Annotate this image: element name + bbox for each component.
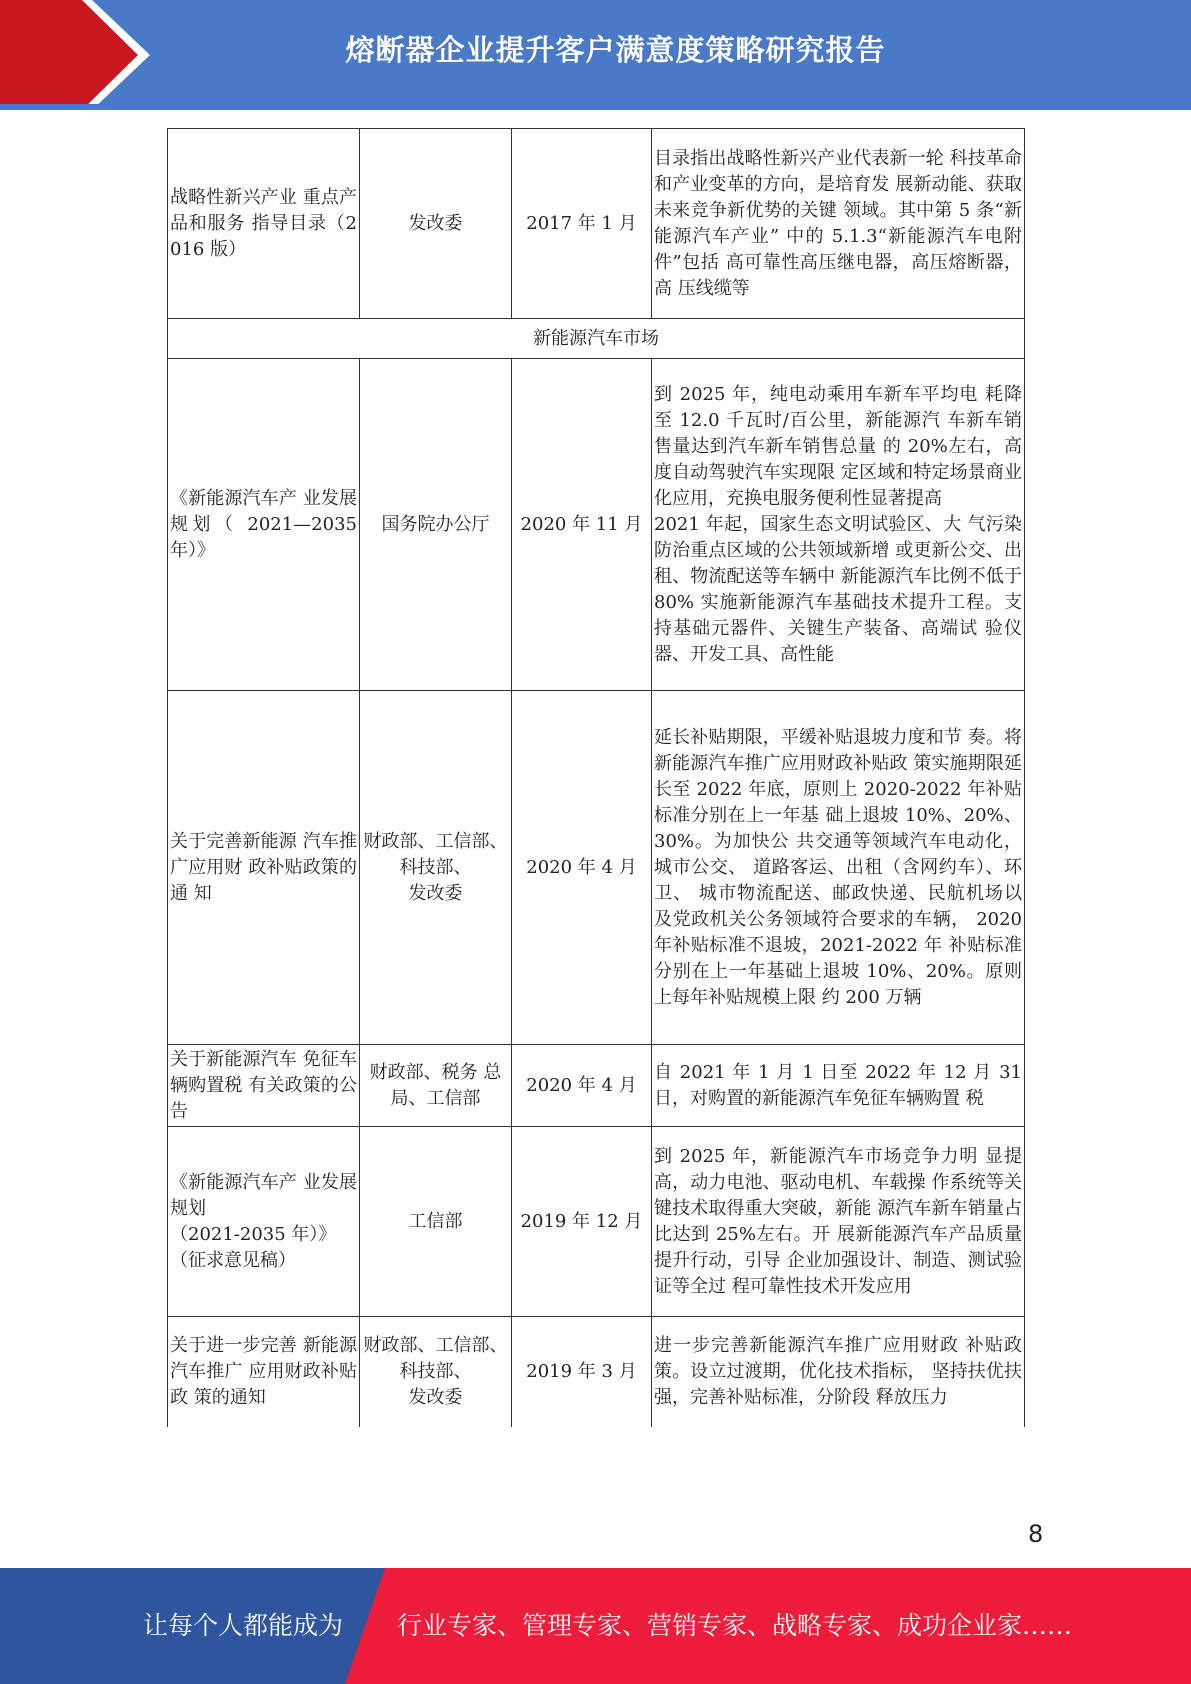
policy-description-cell: 自 2021 年 1 月 1 日至 2022 年 12 月 31 日，对购置的新能源汽车免征车辆购置 税 xyxy=(652,1045,1025,1127)
footer-slogan-right: 行业专家、管理专家、营销专家、战略专家、成功企业家…… xyxy=(397,1611,1073,1640)
policy-department-cell: 财政部、工信部、科技部、 发改委 xyxy=(360,691,512,1045)
policy-name-cell: 战略性新兴产业 重点产品和服务 指导目录（2016 版） xyxy=(168,129,360,319)
table-row xyxy=(168,129,1025,319)
policy-department-cell: 财政部、税务 总局、工信部 xyxy=(360,1045,512,1127)
policy-name-cell: 关于完善新能源 汽车推广应用财 政补贴政策的通 知 xyxy=(168,691,360,1045)
document-title: 熔断器企业提升客户满意度策略研究报告 xyxy=(345,33,886,67)
policy-date-cell: 2020 年 4 月 xyxy=(512,691,652,1045)
table-row xyxy=(168,691,1025,1045)
table-row xyxy=(168,359,1025,691)
table-row xyxy=(168,1317,1025,1427)
policy-department-cell: 财政部、工信部、科技部、 发改委 xyxy=(360,1317,512,1427)
policy-name-cell: 《新能源汽车产 业发展规划（ 2021—2035 年）》 xyxy=(168,359,360,691)
table-row xyxy=(168,1127,1025,1317)
page-header xyxy=(0,0,1191,110)
policy-date-cell: 2017 年 1 月 xyxy=(512,129,652,319)
policy-table xyxy=(167,128,1025,1427)
policy-department-cell: 国务院办公厅 xyxy=(360,359,512,691)
footer-slogan-left: 让每个人都能成为 xyxy=(143,1611,344,1640)
page-footer xyxy=(0,1568,1191,1684)
section-title-cell: 新能源汽车市场 xyxy=(168,319,1025,359)
policy-date-cell: 2020 年 11 月 xyxy=(512,359,652,691)
policy-description-cell: 到 2025 年，新能源汽车市场竞争力明 显提高，动力电池、驱动电机、车载操 作系统等关键技术取得重大突破，新能 源汽车新车销量占比达到 25%左右。开 展新能源汽车产品质量提升行动，引导 企业加强设计、制造、测试验证等全过 程可靠性技术开发应用 xyxy=(652,1127,1025,1317)
policy-date-cell: 2020 年 4 月 xyxy=(512,1045,652,1127)
policy-name-cell: 关于新能源汽车 免征车辆购置税 有关政策的公告 xyxy=(168,1045,360,1127)
policy-name-cell: 《新能源汽车产 业发展规划 （2021-2035 年）》 （征求意见稿） xyxy=(168,1127,360,1317)
policy-department-cell: 发改委 xyxy=(360,129,512,319)
table-row xyxy=(168,1045,1025,1127)
policy-name-cell: 关于进一步完善 新能源汽车推广 应用财政补贴政 策的通知 xyxy=(168,1317,360,1427)
page-number: 8 xyxy=(1028,1520,1044,1548)
policy-date-cell: 2019 年 3 月 xyxy=(512,1317,652,1427)
policy-description-cell: 延长补贴期限，平缓补贴退坡力度和节 奏。将新能源汽车推广应用财政补贴政 策实施期限延长至 2022 年底，原则上 2020-2022 年补贴标准分别在上一年基 础上退坡 10%、20%、30%。为加快公 共交通等领域汽车电动化，城市公交、 道路客运、出租（含网约车）、环卫、 城市物流配送、邮政快递、民航机场以 及党政机关公务领域符合要求的车辆， 2020 年补贴标准不退坡，2021-2022 年 补贴标准分别在上一年基础上退坡 10%、20%。原则上每年补贴规模上限 约 200 万辆 xyxy=(652,691,1025,1045)
policy-description-cell: 进一步完善新能源汽车推广应用财政 补贴政策。设立过渡期，优化技术指标， 坚持扶优扶强，完善补贴标准，分阶段 释放压力 xyxy=(652,1317,1025,1427)
section-row xyxy=(168,319,1025,359)
policy-description-cell: 到 2025 年，纯电动乘用车新车平均电 耗降至 12.0 千瓦时/百公里，新能源汽 车新车销售量达到汽车新车销售总量 的 20%左右，高度自动驾驶汽车实现限 定区域和特定场景商业化应用，充换电服务便利性显著提高 2021 年起，国家生态文明试验区、大 气污染防治重点区域的公共领域新增 或更新公交、出租、物流配送等车辆中 新能源汽车比例不低于 80% 实施新能源汽车基础技术提升工程。支 持基础元器件、关键生产装备、高端试 验仪器、开发工具、高性能 xyxy=(652,359,1025,691)
policy-description-cell: 目录指出战略性新兴产业代表新一轮 科技革命和产业变革的方向，是培育发 展新动能、获取未来竞争新优势的关键 领域。其中第 5 条“新能源汽车产业” 中的 5.1.3“新能源汽车电附件”包括 高可靠性高压继电器，高压熔断器，高 压线缆等 xyxy=(652,129,1025,319)
policy-date-cell: 2019 年 12 月 xyxy=(512,1127,652,1317)
policy-department-cell: 工信部 xyxy=(360,1127,512,1317)
